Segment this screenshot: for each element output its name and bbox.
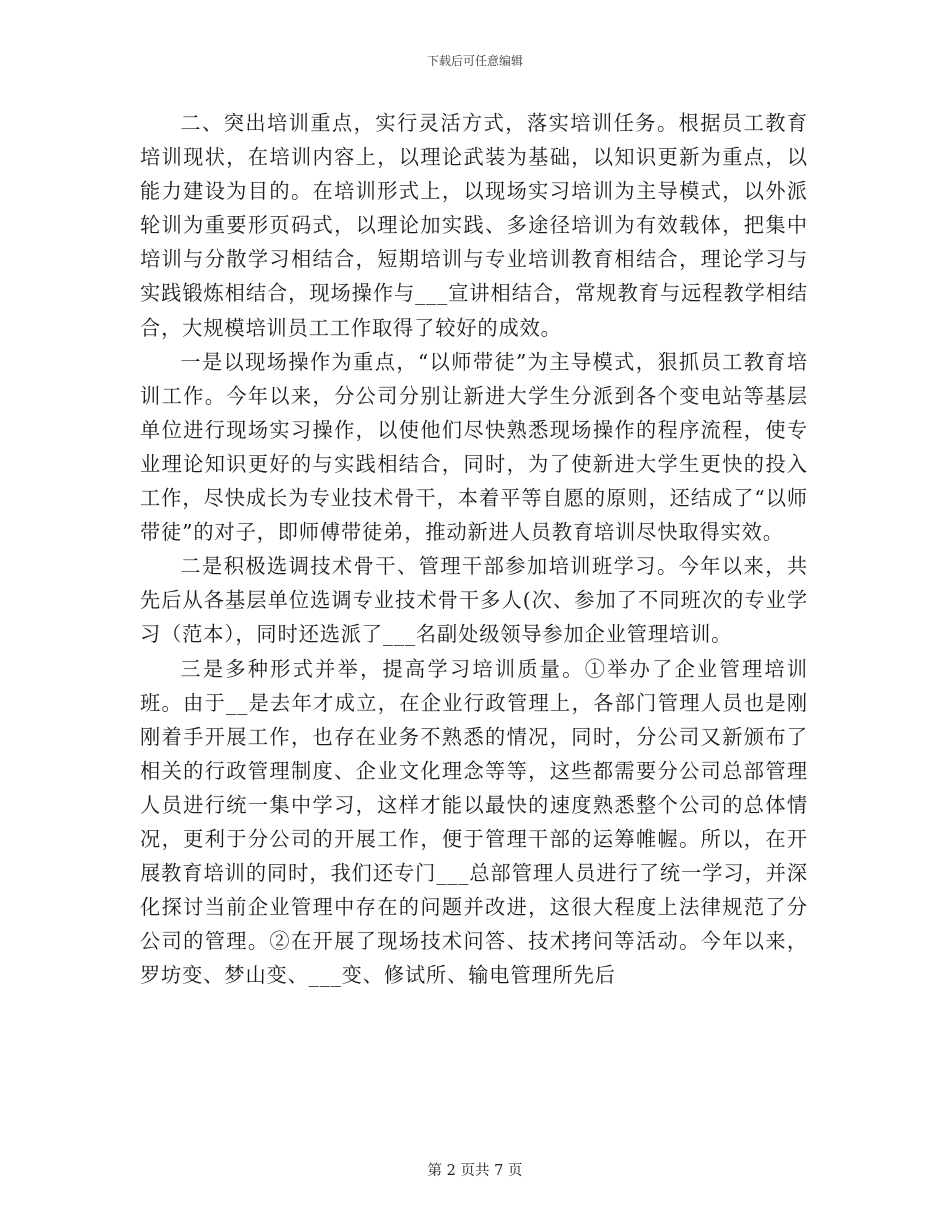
document-body — [140, 106, 808, 992]
paragraph-various-forms: 三是多种形式并举，提高学习培训质量。①举办了企业管理培训班。由于__是去年才成立，在企业行政管理上，各部门管理人员也是刚刚着手开展工作，也存在业务不熟悉的情况，同时，分公司又新颁布了相关的行政管理制度、企业文化理念等等，这些都需要分公司总部管理人员进行统一集中学习，这样才能以最快的速度熟悉整个公司的总体情况，更利于分公司的开展工作，便于管理干部的运筹帷幄。所以，在开展教育培训的同时，我们还专门___总部管理人员进行了统一学习，并深化探讨当前企业管理中存在的问题并改进，这很大程度上法律规范了分公司的管理。②在开展了现场技术问答、技术拷问等活动。今年以来，罗坊变、梦山变、___变、修试所、输电管理所先后 — [140, 656, 808, 988]
paragraph-training-focus: 二、突出培训重点，实行灵活方式，落实培训任务。根据员工教育培训现状，在培训内容上，以理论武装为基础，以知识更新为重点，以能力建设为目的。在培训形式上，以现场实习培训为主导模式，以外派轮训为重要形页码式，以理论加实践、多途径培训为有效载体，把集中培训与分散学习相结合，短期培训与专业培训教育相结合，理论学习与实践锻炼相结合，现场操作与___宣讲相结合，常规教育与远程教学相结合，大规模培训员工工作取得了较好的成效。 — [140, 111, 808, 340]
page-header: 下载后可任意编辑 — [426, 54, 523, 68]
paragraph-mentorship: 一是以现场操作为重点，“以师带徒”为主导模式，狠抓员工教育培训工作。今年以来，分公司分别让新进大学生分派到各个变电站等基层单位进行现场实习操作，以使他们尽快熟悉现场操作的程序流程，使专业理论知识更好的与实践相结合，同时，为了使新进大学生更快的投入工作，尽快成长为专业技术骨干，本着平等自愿的原则，还结成了“以师带徒”的对子，即师傅带徒弟，推动新进人员教育培训尽快取得实效。 — [140, 349, 808, 545]
paragraph-selection: 二是积极选调技术骨干、管理干部参加培训班学习。今年以来，共先后从各基层单位选调专业技术骨干多人(次、参加了不同班次的专业学习（范本），同时还选派了___名副处级领导参加企业管理培训。 — [140, 554, 808, 647]
page-footer: 第 2 页共 7 页 — [427, 1163, 523, 1179]
